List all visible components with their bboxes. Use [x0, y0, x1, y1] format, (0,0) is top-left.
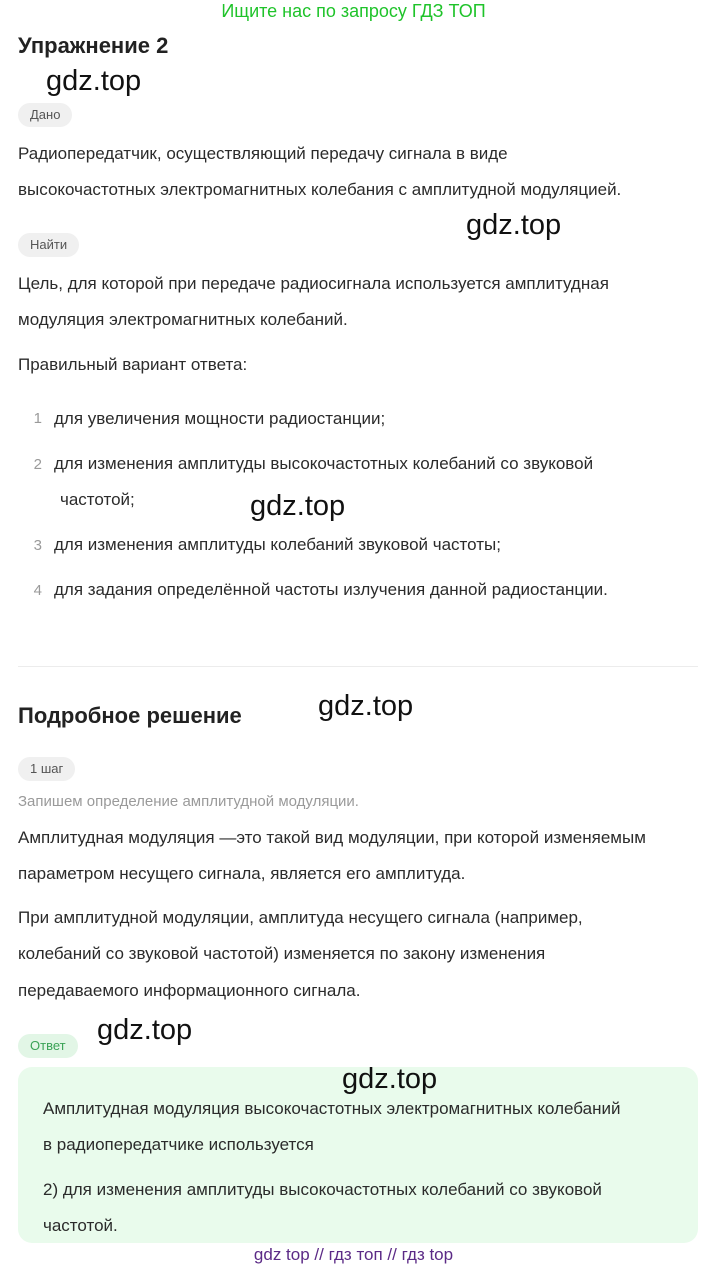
step-note: Запишем определение амплитудной модуляции.	[18, 793, 359, 810]
solution-title: Подробное решение	[18, 703, 242, 728]
option-text-continued: частотой;	[60, 490, 135, 509]
watermark: gdz.top	[250, 490, 346, 522]
answer-line: в радиопередатчике используется	[43, 1135, 314, 1154]
option-number: 3	[33, 537, 42, 554]
top-banner: Ищите нас по запросу ГДЗ ТОП	[221, 1, 486, 21]
watermark: gdz.top	[342, 1063, 438, 1095]
given-line-1: Радиопередатчик, осуществляющий передачу сигнала в виде	[18, 144, 508, 163]
solution-line: параметром несущего сигнала, является его амплитуда.	[18, 864, 466, 883]
solution-line: При амплитудной модуляции, амплитуда несущего сигнала (например,	[18, 908, 583, 927]
solution-line: Амплитудная модуляция —это такой вид модуляции, при которой изменяемым	[18, 828, 646, 847]
answer-line: 2) для изменения амплитуды высокочастотных колебаний со звуковой	[43, 1180, 602, 1199]
answer-badge: Ответ	[18, 1034, 78, 1058]
option-text: для увеличения мощности радиостанции;	[54, 409, 386, 428]
answer-line: Амплитудная модуляция высокочастотных электромагнитных колебаний	[43, 1099, 621, 1118]
solution-line: колебаний со звуковой частотой) изменяется по закону изменения	[18, 944, 546, 963]
step-badge: 1 шаг	[18, 757, 75, 781]
find-line-2: модуляция электромагнитных колебаний.	[18, 310, 348, 329]
watermark: gdz.top	[318, 690, 414, 722]
solution-line: передаваемого информационного сигнала.	[18, 981, 361, 1000]
option-number: 4	[33, 582, 42, 599]
find-line-1: Цель, для которой при передаче радиосигнала используется амплитудная	[18, 274, 609, 293]
page-title: Упражнение 2	[18, 33, 169, 58]
given-line-2: высокочастотных электромагнитных колебания с амплитудной модуляцией.	[18, 180, 622, 199]
footer-links: gdz top // гдз топ // гдз top	[253, 1245, 454, 1264]
find-badge: Найти	[18, 233, 79, 257]
answer-line: частотой.	[43, 1216, 118, 1235]
options-intro: Правильный вариант ответа:	[18, 355, 248, 374]
option-text: для задания определённой частоты излучения данной радиостанции.	[54, 580, 608, 599]
option-text: для изменения амплитуды высокочастотных колебаний со звуковой	[54, 454, 594, 473]
watermark: gdz.top	[46, 65, 142, 97]
option-number: 1	[33, 410, 42, 427]
given-badge: Дано	[18, 103, 72, 127]
option-text: для изменения амплитуды колебаний звуковой частоты;	[54, 535, 501, 554]
section-divider	[18, 666, 698, 667]
option-number: 2	[33, 456, 42, 473]
watermark: gdz.top	[97, 1014, 193, 1046]
watermark: gdz.top	[466, 209, 562, 241]
